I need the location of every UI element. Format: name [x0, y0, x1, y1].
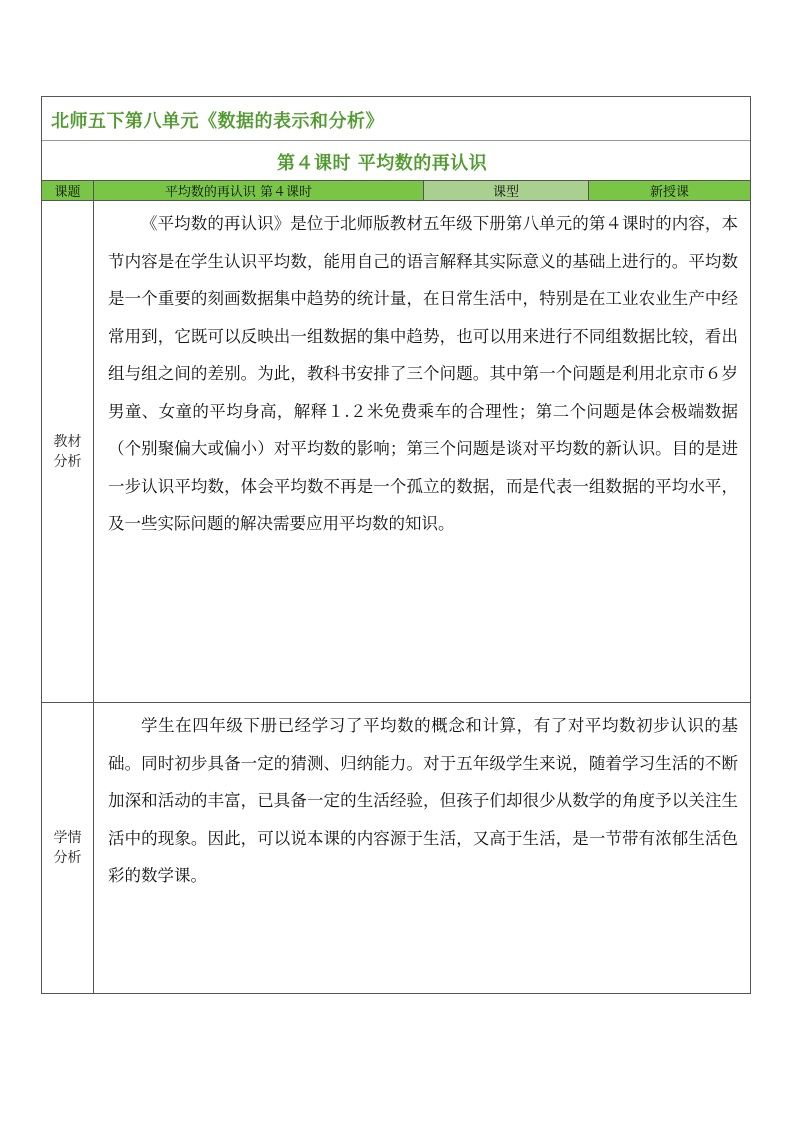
section-label: 教材分析: [53, 433, 82, 470]
student-analysis-section: [42, 703, 750, 993]
lesson-plan-table: [41, 96, 751, 994]
lesson-title-row: [42, 141, 750, 181]
type-label: 课型: [492, 185, 519, 200]
section-body: 学生在四年级下册已经学习了平均数的概念和计算，有了对平均数初步认识的基础。同时初步具备一定的猜测、归纳能力。对于五年级学生来说，随着学习生活的不断加深和活动的丰富，已具备一定的生活经验，但孩子们却很少从数学的角度予以关注生活中的现象。因此，可以说本课的内容源于生活，又高于生活，是一节带有浓郁生活色彩的数学课。: [108, 716, 738, 885]
section-label-cell: [42, 703, 94, 993]
unit-title-row: [42, 97, 750, 141]
textbook-analysis-section: [42, 201, 750, 703]
type-value: 新授课: [649, 185, 689, 200]
topic-label: 课题: [54, 185, 81, 200]
unit-title: 北师五下第八单元《数据的表示和分析》: [51, 111, 384, 132]
type-value-cell: [589, 181, 750, 201]
type-label-cell: [424, 181, 589, 201]
topic-value: 平均数的再认识 第４课时: [164, 185, 313, 200]
topic-value-cell: [94, 181, 424, 201]
topic-label-cell: [42, 181, 94, 201]
lesson-title: 第４课时 平均数的再认识: [277, 153, 488, 174]
section-label-cell: [42, 201, 94, 702]
section-label: 学情分析: [53, 830, 82, 866]
section-body: 《平均数的再认识》是位于北师版教材五年级下册第八单元的第４课时的内容，本节内容是在学生认识平均数，能用自己的语言解释其实际意义的基础上进行的。平均数是一个重要的刻画数据集中趋势的统计量，在日常生活中，特别是在工业农业生产中经常用到，它既可以反映出一组数据的集中趋势，也可以用来进行不同组数据比较，看出组与组之间的差别。为此，教科书安排了三个问题。其中第一个问题是利用北京市６岁男童、女童的平均身高，解释１.２米免费乘车的合理性；第二个问题是体会极端数据（个别聚偏大或偏小）对平均数的影响；第三个问题是谈对平均数的新认识。目的是进一步认识平均数，体会平均数不再是一个孤立的数据，而是代表一组数据的平均水平，及一些实际问题的解决需要应用平均数的知识。: [108, 214, 738, 533]
